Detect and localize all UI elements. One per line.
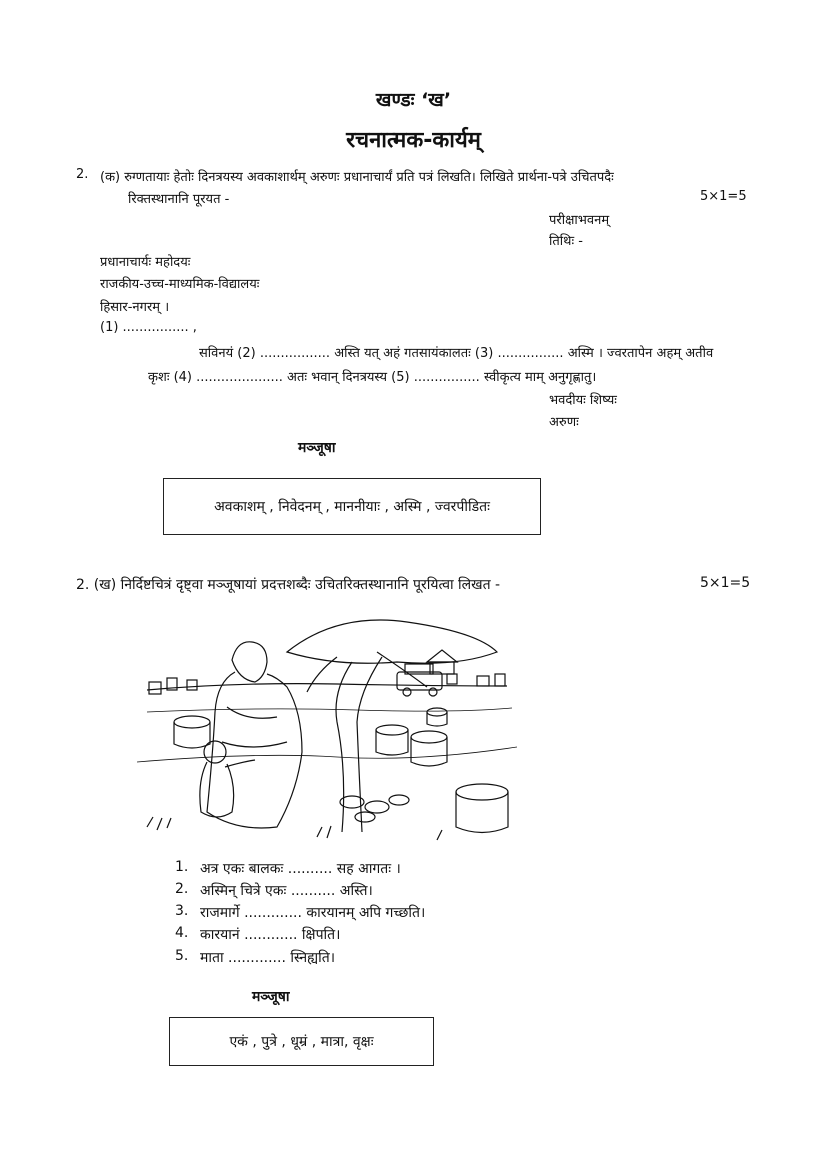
letter-date: तिथिः - [549,234,583,249]
section-title: रचनात्मक-कार्यम् [346,128,481,153]
q2-item-3-text: राजमार्गे ............. कारयानम् अपि गच्छति। [200,905,426,921]
letter-closing2: अरुणः [549,415,579,430]
q2-item-2-text: अस्मिन् चित्रे एकः .......... अस्ति। [200,883,373,899]
q2-manjusha-label: मञ्जूषा [252,989,290,1005]
q2-item-2-number: 2. [175,881,189,897]
q2-item-3-number: 3. [175,903,189,919]
q2-item-4-number: 4. [175,925,189,941]
q1-word-list: अवकाशम् , निवेदनम् , माननीयाः , अस्मि , ज्वरपीडितः [214,499,490,515]
letter-closing1: भवदीयः शिष्यः [549,393,617,408]
letter-body-line1: सविनयं (2) ................. अस्ति यत् अहं गतसायंकालतः (3) ................ अस्मि । ज्वरतापेन अहम् अतीव [199,346,714,361]
letter-salutation: (1) ................ , [100,320,197,335]
q2-marks: 5×1=5 [700,575,751,591]
letter-body-line2: कृशः (4) ..................... अतः भवान् दिनत्रयस्य (5) ................ स्वीकृत्य माम् अनुगृह्णातु। [148,370,597,385]
letter-address-line3: हिसार-नगरम् । [100,300,170,315]
q2-heading: 2. (ख) निर्दिष्टचित्रं दृष्ट्वा मञ्जूषायां प्रदत्तशब्दैः उचितरिक्तस्थानानि पूरयित्वा लिखत - [76,577,501,593]
q2-item-1-text: अत्र एकः बालकः .......... सह आगतः । [200,861,401,877]
q2-item-5-text: माता ............. स्निह्यति। [200,950,336,966]
mother-child-tree-illustration [137,612,517,847]
q1-number: 2. [76,167,89,182]
letter-place: परीक्षाभवनम् [549,213,610,228]
q2-word-list: एकं , पुत्रे , धूम्रं , मात्रा, वृक्षः [229,1034,374,1050]
q2-item-5-number: 5. [175,948,189,964]
letter-address-line2: राजकीय-उच्च-माध्यमिक-विद्यालयः [100,277,260,292]
q1-manjusha-label: मञ्जूषा [298,440,336,456]
q1-instruction-line2: रिक्तस्थानानि पूरयत - [128,192,230,207]
q2-word-box [169,1017,434,1066]
letter-address-line1: प्रधानाचार्यः महोदयः [100,255,191,270]
q1-word-box [163,478,541,535]
q2-item-1-number: 1. [175,859,189,875]
q1-marks: 5×1=5 [700,189,747,204]
q2-item-4-text: कारयानं ............ क्षिपति। [200,927,341,943]
section-header: खण्डः ‘ख’ [375,89,452,111]
q1-instruction-line1: (क) रुग्णतायाः हेतोः दिनत्रयस्य अवकाशार्थम् अरुणः प्रधानाचार्यं प्रति पत्रं लिखति। लिखिते प्रार्थना-पत्रे उचितपदैः [100,170,614,185]
